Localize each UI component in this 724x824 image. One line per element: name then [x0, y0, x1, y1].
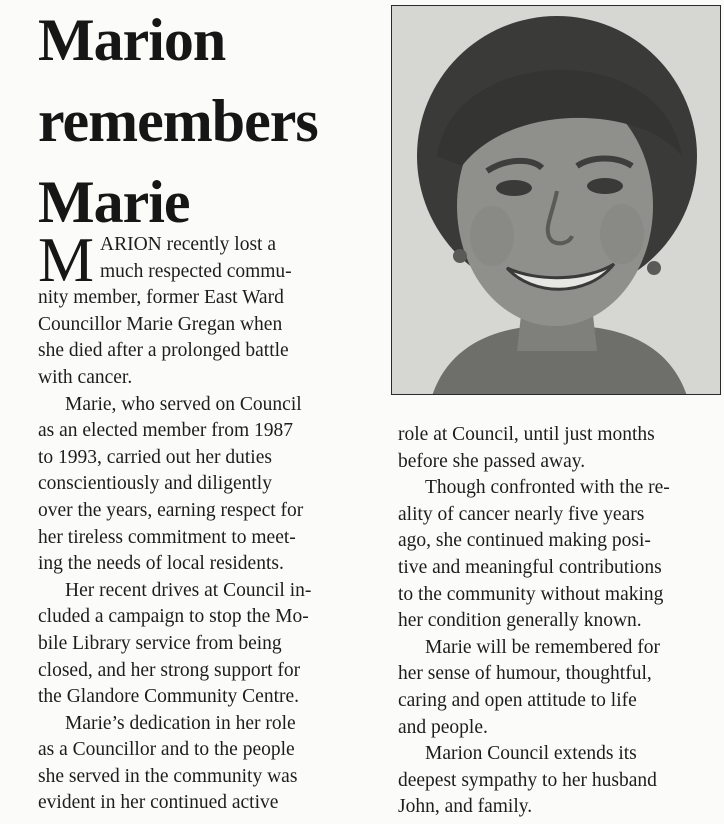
body-line: much respected commu- [100, 260, 292, 282]
body-line: the Glandore Community Centre. [38, 686, 300, 708]
body-line: her tireless commitment to meet- [38, 526, 296, 548]
body-line: ARION recently lost a [100, 234, 276, 255]
body-line: bile Library service from being [38, 632, 282, 654]
portrait-photo [391, 5, 721, 395]
body-line: Councillor Marie Gregan when [38, 313, 283, 335]
body-line: to 1993, carried out her duties [38, 446, 272, 468]
body-line: evident in her continued active [38, 792, 279, 814]
body-line: over the years, earning respect for [38, 499, 304, 521]
body-line: as a Councillor and to the people [38, 739, 295, 761]
article-column-left [38, 225, 380, 817]
body-line: her condition generally known. [398, 610, 642, 632]
body-line: she died after a prolonged battle [38, 340, 289, 362]
body-line: tive and meaningful contributions [398, 556, 662, 578]
body-line: ago, she continued making posi- [398, 530, 651, 552]
body-line: ality of cancer nearly five years [398, 503, 645, 525]
body-line: to the community without making [398, 583, 664, 605]
body-line: Marion Council extends its [425, 743, 637, 765]
body-line: Marie’s dedication in her role [65, 712, 296, 734]
body-line: Marie, who served on Council [65, 393, 302, 415]
headline-line: Marie [38, 169, 190, 235]
body-line: John, and family. [398, 796, 533, 818]
article-column-right [398, 422, 724, 821]
headline [38, 0, 378, 243]
body-line: with cancer. [38, 366, 133, 388]
portrait-illustration [392, 6, 721, 395]
body-line: before she passed away. [398, 450, 586, 472]
body-line: deepest sympathy to her husband [398, 769, 657, 791]
body-line: Though confronted with the re- [425, 477, 670, 499]
body-line: cluded a campaign to stop the Mo- [38, 606, 309, 628]
headline-line: remembers [38, 88, 318, 154]
body-line: and people. [398, 716, 488, 738]
body-line: conscientiously and diligently [38, 473, 272, 495]
body-line: caring and open attitude to life [398, 689, 637, 711]
drop-cap: M [38, 225, 95, 295]
body-line: Marie will be remembered for [425, 636, 660, 658]
body-line: her sense of humour, thoughtful, [398, 663, 652, 685]
body-line: nity member, former East Ward [38, 287, 284, 309]
body-line: role at Council, until just months [398, 424, 655, 445]
body-line: ing the needs of local residents. [38, 553, 284, 575]
body-line: Her recent drives at Council in- [65, 579, 312, 601]
body-line: as an elected member from 1987 [38, 420, 294, 442]
body-line: closed, and her strong support for [38, 659, 301, 681]
body-line: she served in the community was [38, 765, 298, 787]
headline-line: Marion [38, 7, 226, 73]
